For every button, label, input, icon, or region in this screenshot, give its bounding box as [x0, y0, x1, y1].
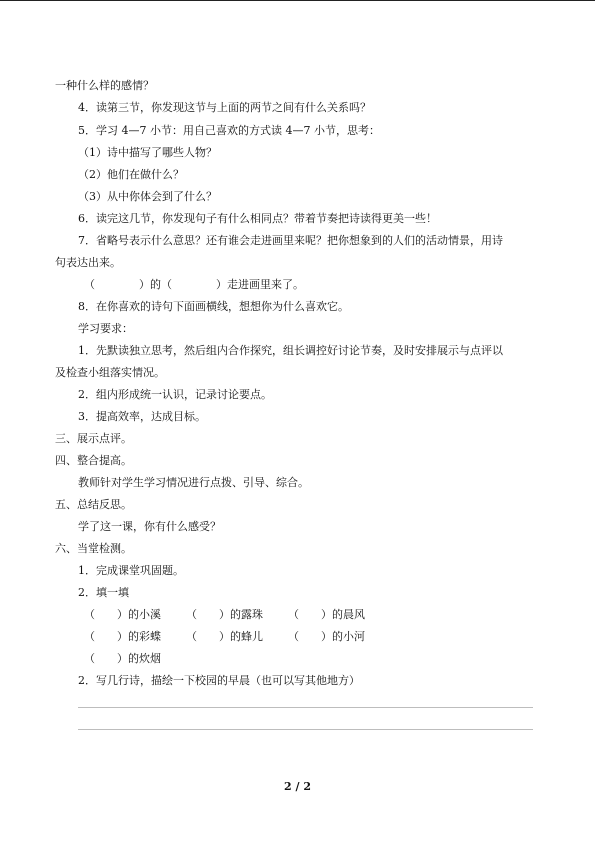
test-item-1: 1．完成课堂巩固题。	[78, 564, 184, 577]
sub-question-1: （1）诗中描写了哪些人物？	[78, 146, 217, 159]
question-7-continued: 句表达出来。	[55, 256, 121, 269]
question-6: 6．读完这几节，你发现句子有什么相同点？带着节奏把诗读得更美一些！	[78, 212, 437, 225]
test-item-2: 2．填一填	[78, 586, 129, 599]
test-item-3: 2．写几行诗，描绘一下校园的早晨（也可以写其他地方）	[78, 674, 360, 687]
writing-line-2[interactable]	[78, 729, 533, 730]
writing-line-1[interactable]	[78, 707, 533, 708]
fill-blank-item: （ ）的露珠	[186, 608, 263, 621]
section-4-heading: 四、整合提高。	[55, 454, 132, 467]
learning-requirements-heading: 学习要求：	[78, 322, 133, 335]
text-line-1: 一种什么样的感情？	[55, 79, 154, 92]
fill-blank-item: （ ）的炊烟	[84, 652, 161, 665]
fill-blank-item: （ ）的小河	[288, 630, 365, 643]
sub-question-2: （2）他们在做什么？	[78, 168, 184, 181]
page-number: 2 / 2	[284, 780, 311, 793]
section-5-heading: 五、总结反思。	[55, 498, 132, 511]
question-8: 8．在你喜欢的诗句下面画横线，想想你为什么喜欢它。	[78, 300, 349, 313]
section-6-heading: 六、当堂检测。	[55, 542, 132, 555]
fill-blank-item: （ ）的蜂儿	[186, 630, 263, 643]
question-4: 4．读第三节，你发现这节与上面的两节之间有什么关系吗？	[78, 101, 371, 114]
section-3-heading: 三、展示点评。	[55, 432, 132, 445]
requirement-3: 3．提高效率，达成目标。	[78, 410, 206, 423]
question-7: 7．省略号表示什么意思？还有谁会走进画里来呢？把你想象到的人们的活动情景，用诗	[78, 234, 503, 247]
requirement-1-continued: 及检查小组落实情况。	[55, 366, 165, 379]
section-5-text: 学了这一课，你有什么感受？	[78, 520, 221, 533]
requirement-1: 1．先默读独立思考，然后组内合作探究，组长调控好讨论节奏，及时安排展示与点评以	[78, 344, 503, 357]
fill-blank-item: （ ）的晨风	[288, 608, 365, 621]
section-4-text: 教师针对学生学习情况进行点拨、引导、综合。	[78, 476, 309, 489]
question-5: 5．学习 4—7 小节：用自己喜欢的方式读 4—7 小节，思考：	[78, 124, 380, 137]
top-border-line	[0, 0, 595, 1]
fill-blank-item: （ ）的彩蝶	[84, 630, 161, 643]
fill-sentence: （ ）的（ ）走进画里来了。	[84, 278, 304, 291]
sub-question-3: （3）从中你体会到了什么？	[78, 190, 217, 203]
requirement-2: 2．组内形成统一认识，记录讨论要点。	[78, 388, 272, 401]
fill-blank-item: （ ）的小溪	[84, 608, 161, 621]
